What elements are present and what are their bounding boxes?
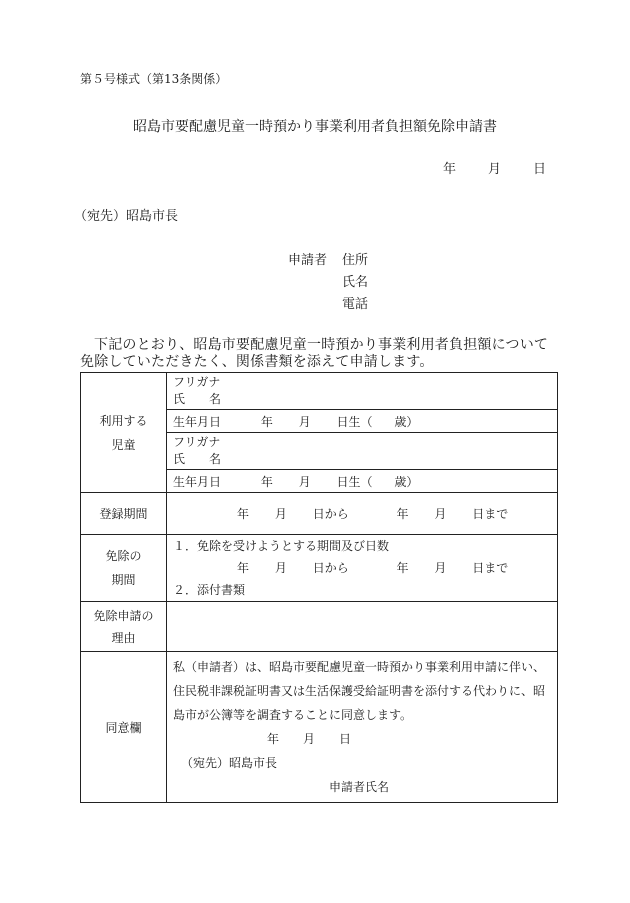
birth-label: 生年月日	[173, 414, 222, 429]
application-table	[80, 372, 558, 803]
child-label-line1: 利用する	[99, 413, 148, 428]
reason-input-cell[interactable]	[167, 602, 558, 652]
reg-from: 日から	[312, 507, 349, 521]
consent-text: 私（申請者）は、昭島市要配慮児童一時預かり事業利用申請に伴い、住民税非課税証明書又は生活保護受給証明書を添付する代わりに、昭島市が公簿等を調査することに同意します。	[173, 660, 546, 722]
application-date	[411, 158, 546, 177]
registration-period-cell[interactable]	[167, 493, 558, 535]
birth-year-2: 年	[260, 474, 273, 489]
date-month: 月	[487, 162, 501, 177]
request-statement: 下記のとおり、昭島市要配慮児童一時預かり事業利用者負担額について免除していただきたく、関係書類を添えて申請します。	[80, 337, 549, 370]
exemption-period-cell[interactable]	[167, 535, 558, 602]
birth-day: 日生（	[336, 414, 373, 429]
exemption-item2: ２．添付書類	[173, 583, 246, 597]
consent-label-cell: 同意欄	[81, 652, 167, 803]
birth-month-2: 月	[298, 474, 311, 489]
birth-age: 歳）	[394, 414, 419, 429]
document-title: 昭島市要配慮児童一時預かり事業利用者負担額免除申請書	[133, 119, 497, 135]
furigana-label: フリガナ	[173, 375, 221, 389]
form-number: 第５号様式（第13条関係）	[80, 72, 228, 86]
child1-birth-cell[interactable]	[167, 410, 558, 433]
applicant-name-label: 氏名	[342, 275, 369, 290]
child1-name-cell[interactable]	[167, 373, 558, 410]
date-year: 年	[442, 162, 456, 177]
reg-to: 日まで	[472, 507, 509, 521]
registration-label-cell: 登録期間	[81, 493, 167, 535]
consent-addressee: （宛先）昭島市長	[181, 756, 278, 770]
birth-label-2: 生年月日	[173, 474, 222, 489]
birth-age-2: 歳）	[394, 474, 419, 489]
birth-year: 年	[260, 414, 273, 429]
applicant-block	[288, 250, 368, 316]
reason-label-line1: 免除申請の	[93, 608, 154, 623]
reason-label-line2: 理由	[111, 630, 136, 645]
reg-year1: 年	[237, 507, 250, 521]
ex-year1: 年	[237, 561, 250, 575]
reg-month1: 月	[274, 507, 287, 521]
child2-name-cell[interactable]	[167, 433, 558, 470]
consent-day: 日	[339, 732, 352, 746]
addressee: （宛先）昭島市長	[74, 209, 179, 224]
ex-from: 日から	[312, 561, 349, 575]
name-label-2: 氏 名	[173, 452, 222, 466]
exemption-dates	[173, 557, 557, 579]
birth-month: 月	[298, 414, 311, 429]
consent-cell[interactable]	[167, 652, 558, 803]
reason-label-cell	[81, 602, 167, 652]
birth-day-2: 日生（	[336, 474, 373, 489]
reg-month2: 月	[434, 507, 447, 521]
ex-month1: 月	[274, 561, 287, 575]
consent-signature-label: 申請者氏名	[329, 780, 390, 794]
consent-month: 月	[303, 732, 316, 746]
child-label-cell	[81, 373, 167, 493]
name-label: 氏 名	[173, 392, 222, 406]
ex-to: 日まで	[472, 561, 509, 575]
ex-year2: 年	[396, 561, 409, 575]
ex-month2: 月	[434, 561, 447, 575]
furigana-label-2: フリガナ	[173, 435, 221, 449]
applicant-phone-label: 電話	[342, 297, 369, 312]
child-label-line2: 児童	[111, 437, 136, 452]
consent-year: 年	[267, 732, 280, 746]
exemption-item1: １．免除を受けようとする期間及び日数	[173, 539, 390, 553]
reg-year2: 年	[396, 507, 409, 521]
applicant-label: 申請者	[288, 253, 328, 268]
date-day: 日	[532, 162, 546, 177]
exemption-label-line2: 期間	[111, 573, 136, 587]
applicant-address-label: 住所	[342, 253, 369, 268]
exemption-label-line1: 免除の	[105, 549, 142, 563]
child2-birth-cell[interactable]	[167, 470, 558, 493]
consent-date	[173, 727, 551, 751]
exemption-label-cell	[81, 535, 167, 602]
